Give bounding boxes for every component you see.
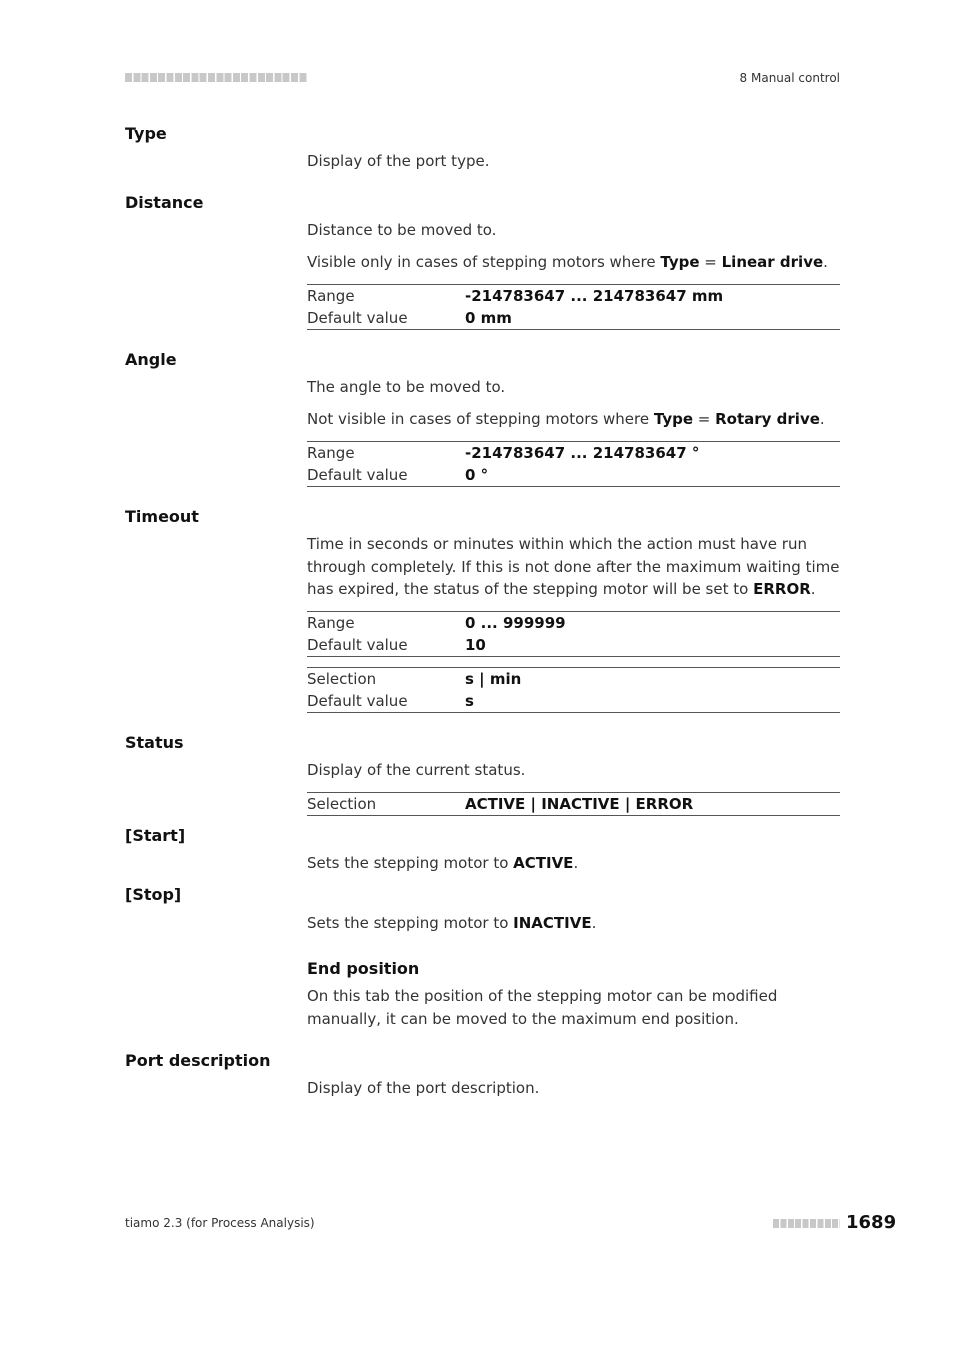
row-label: Default value	[307, 466, 408, 484]
table-row	[307, 793, 840, 815]
row-value: ACTIVE | INACTIVE | ERROR	[465, 795, 694, 813]
row-value: s	[465, 692, 474, 710]
distance-table	[307, 284, 840, 330]
timeout-description: Time in seconds or minutes within which the action must have run through completely. If this is not done after the maximum waiting time has expired, the status of the stepping motor will be set to ERROR.	[307, 535, 840, 598]
term-stop: [Stop]	[125, 885, 182, 904]
distance-description: Distance to be moved to.	[307, 221, 497, 239]
angle-table	[307, 441, 840, 487]
row-label: Selection	[307, 795, 377, 813]
subsection-end-position: End position	[307, 959, 420, 978]
row-value: 10	[465, 636, 486, 654]
term-distance: Distance	[125, 193, 204, 212]
term-start: [Start]	[125, 826, 186, 845]
status-description: Display of the current status.	[307, 761, 526, 779]
row-value: 0 °	[465, 466, 489, 484]
port-description-text: Display of the port description.	[307, 1079, 540, 1097]
distance-note: Visible only in cases of stepping motors where Type = Linear drive.	[307, 253, 828, 271]
header-decoration	[125, 73, 307, 82]
row-label: Selection	[307, 670, 377, 688]
table-row	[307, 690, 840, 712]
row-value: s | min	[465, 670, 522, 688]
row-label: Range	[307, 287, 355, 305]
table-row	[307, 285, 840, 307]
term-status: Status	[125, 733, 184, 752]
term-type: Type	[125, 124, 167, 143]
table-row	[307, 612, 840, 634]
table-row	[307, 442, 840, 464]
table-row	[307, 668, 840, 690]
table-row	[307, 634, 840, 656]
timeout-selection-table	[307, 667, 840, 713]
term-port-description: Port description	[125, 1051, 271, 1070]
row-label: Default value	[307, 309, 408, 327]
timeout-range-table	[307, 611, 840, 657]
row-label: Default value	[307, 636, 408, 654]
row-label: Range	[307, 444, 355, 462]
term-timeout: Timeout	[125, 507, 199, 526]
footer-decoration	[773, 1219, 840, 1228]
row-label: Range	[307, 614, 355, 632]
term-angle: Angle	[125, 350, 177, 369]
row-label: Default value	[307, 692, 408, 710]
stop-description: Sets the stepping motor to INACTIVE.	[307, 914, 597, 932]
row-value: 0 ... 999999	[465, 614, 566, 632]
page-number: 1689	[846, 1212, 897, 1233]
status-table	[307, 792, 840, 816]
table-row	[307, 307, 840, 329]
chapter-title: 8 Manual control	[739, 71, 840, 85]
row-value: -214783647 ... 214783647 °	[465, 444, 700, 462]
row-value: 0 mm	[465, 309, 512, 327]
footer-product: tiamo 2.3 (for Process Analysis)	[125, 1216, 315, 1230]
start-description: Sets the stepping motor to ACTIVE.	[307, 854, 579, 872]
table-row	[307, 464, 840, 486]
end-position-description: On this tab the position of the stepping motor can be modified manually, it can be moved to the maximum end position.	[307, 987, 778, 1028]
angle-description: The angle to be moved to.	[307, 378, 506, 396]
type-description: Display of the port type.	[307, 152, 490, 170]
row-value: -214783647 ... 214783647 mm	[465, 287, 724, 305]
angle-note: Not visible in cases of stepping motors where Type = Rotary drive.	[307, 410, 825, 428]
